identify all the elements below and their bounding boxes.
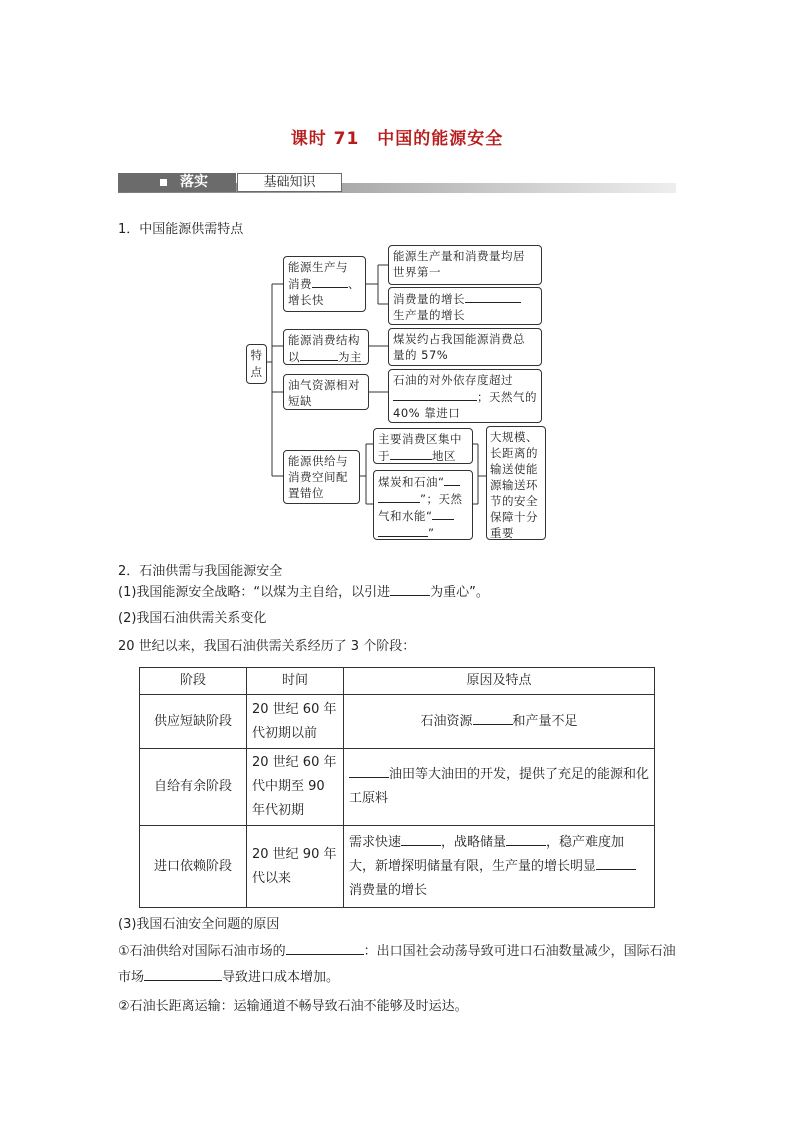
reason-long-distance-transport: ②石油长距离运输：运输通道不畅导致石油不能够及时运达。	[118, 999, 468, 1014]
blank	[401, 833, 441, 846]
banner-right-label: 基础知识	[237, 173, 342, 192]
header-stage: 阶段	[140, 668, 247, 695]
blank	[596, 857, 636, 870]
detail6-line2: ”；天然	[378, 490, 468, 507]
branch-oil-gas-shortage	[283, 374, 369, 410]
detail7-line1: 大规模、	[490, 430, 538, 444]
blank	[286, 942, 364, 955]
blank	[506, 833, 546, 846]
detail7-line4: 源输送环	[490, 478, 538, 492]
blank	[378, 490, 420, 503]
detail5-line2: 于 地区	[378, 449, 456, 463]
blank	[378, 524, 428, 537]
detail4-line2: ；天然气的	[393, 388, 537, 405]
branch1-line3: 增长快	[288, 293, 324, 307]
oil-security-subheading: (3)我国石油安全问题的原因	[118, 917, 280, 932]
branch-production-consumption	[283, 256, 366, 312]
detail7-line7: 重要	[490, 526, 514, 540]
detail1-line2: 世界第一	[393, 265, 441, 279]
blank	[390, 447, 432, 460]
blank	[465, 290, 521, 303]
blank	[444, 473, 460, 486]
detail3-line1: 煤炭约占我国能源消费总	[393, 332, 525, 346]
stages-intro: 20 世纪以来，我国石油供需关系经历了 3 个阶段：	[118, 639, 416, 654]
detail4-line1: 石油的对外依存度超过	[393, 373, 513, 387]
detail7-line5: 节的安全	[490, 494, 538, 508]
branch3-line2: 短缺	[288, 394, 312, 408]
time-cell: 20 世纪 60 年代初期以前	[247, 695, 344, 749]
branch4-line2: 消费空间配	[288, 470, 348, 484]
detail7-line6: 保障十分	[490, 510, 538, 524]
detail6-line3: 气和水能“	[378, 507, 468, 524]
detail6-line4: ”	[378, 524, 468, 541]
detail-consumption-region	[373, 428, 473, 464]
blank	[393, 388, 477, 401]
header-time: 时间	[247, 668, 344, 695]
branch2-line2: 以 为主	[288, 350, 362, 364]
branch4-line1: 能源供给与	[288, 454, 348, 468]
header-reason: 原因及特点	[344, 668, 655, 695]
reason-international-market: ①石油供给对国际石油市场的 ：出口国社会动荡导致可进口石油数量减少，国际石油市场 导致进口成本增加。	[118, 944, 676, 985]
detail-resource-transfer	[373, 470, 473, 540]
blank	[144, 968, 222, 981]
branch-consumption-structure	[283, 329, 369, 365]
detail3-line2: 量的 57%	[393, 348, 449, 362]
stages-table	[139, 667, 655, 908]
desc-cell: 石油资源 和产量不足	[344, 695, 655, 749]
supply-demand-subheading: (2)我国石油供需关系变化	[118, 611, 267, 626]
blank	[390, 583, 430, 596]
stage-cell: 自给有余阶段	[140, 749, 247, 826]
strategy-line: (1)我国能源安全战略：“以煤为主自给，以引进 为重心”。	[118, 585, 489, 600]
detail-oil-dependency	[388, 369, 542, 423]
blank	[349, 765, 389, 778]
blank	[473, 712, 513, 725]
stage-cell: 供应短缺阶段	[140, 695, 247, 749]
desc-cell: 油田等大油田的开发，提供了充足的能源和化工原料	[344, 749, 655, 826]
time-cell: 20 世纪 60 年代中期至 90 年代初期	[247, 749, 344, 826]
lesson-number: 课时 71	[290, 129, 360, 149]
detail-transport-security	[486, 426, 546, 540]
branch1-line1: 能源生产与	[288, 260, 348, 274]
blank	[432, 507, 454, 520]
lesson-name: 中国的能源安全	[377, 129, 504, 149]
time-cell: 20 世纪 90 年代以来	[247, 826, 344, 908]
section1-heading: 1．中国能源供需特点	[118, 222, 244, 237]
banner-left-label: 落实	[180, 174, 208, 190]
branch1-line2: 消费 、	[288, 277, 360, 291]
table-header-row	[140, 668, 655, 695]
detail6-line1: 煤炭和石油“	[378, 473, 468, 490]
blank	[300, 348, 338, 361]
table-row	[140, 826, 655, 908]
detail1-line1: 能源生产量和消费量均居	[393, 249, 525, 263]
detail5-line1: 主要消费区集中	[378, 432, 462, 446]
table-row	[140, 749, 655, 826]
branch3-line1: 油气资源相对	[288, 378, 360, 392]
root-label: 特点	[250, 348, 263, 379]
detail7-line3: 输送使能	[490, 462, 538, 476]
section2-heading: 2．石油供需与我国能源安全	[118, 564, 283, 579]
desc-cell: 需求快速 ，战略储量 ，稳产难度加大，新增探明储量有限，生产量的增长明显消费量的增长	[344, 826, 655, 908]
detail7-line2: 长距离的	[490, 446, 538, 460]
diagram-root	[246, 344, 267, 384]
stage-cell: 进口依赖阶段	[140, 826, 247, 908]
blank	[312, 275, 348, 288]
table-row	[140, 695, 655, 749]
branch4-line3: 置错位	[288, 486, 324, 500]
detail-growth-compare	[388, 287, 542, 325]
detail2-line1: 消费量的增长	[393, 290, 537, 307]
detail4-line3: 40% 靠进口	[393, 406, 461, 420]
branch2-line1: 能源消费结构	[288, 333, 360, 347]
detail-world-first	[388, 245, 542, 285]
branch-spatial-mismatch	[283, 450, 360, 504]
detail2-line2: 生产量的增长	[393, 308, 465, 322]
detail-coal-share	[388, 328, 542, 366]
